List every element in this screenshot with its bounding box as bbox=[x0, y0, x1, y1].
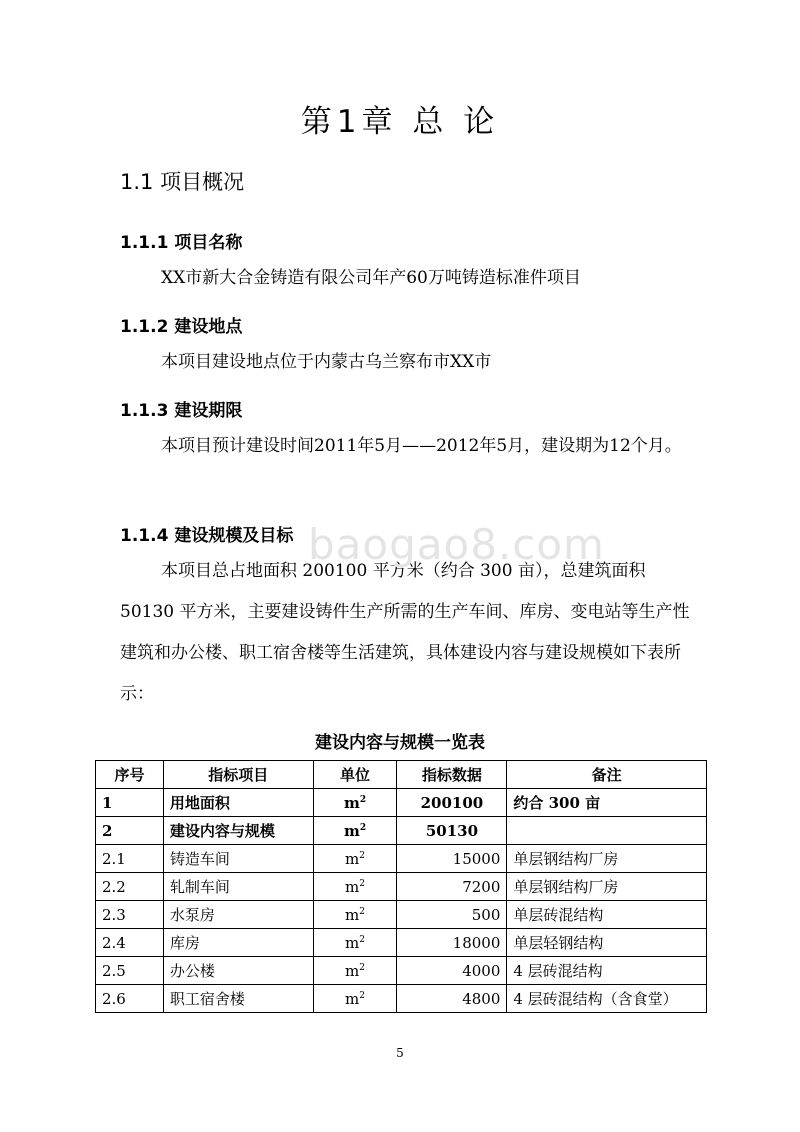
unit-exponent: 2 bbox=[359, 906, 366, 917]
table-row bbox=[96, 929, 707, 957]
row-item: 库房 bbox=[163, 929, 313, 957]
header-note: 备注 bbox=[507, 761, 707, 789]
row-note: 4 层砖混结构 bbox=[507, 957, 707, 985]
row-unit bbox=[313, 929, 397, 957]
watermark: baogao8.com bbox=[308, 520, 605, 569]
unit-base: m bbox=[345, 989, 360, 1008]
subsection-heading-location: 1.1.2 建设地点 bbox=[120, 317, 243, 337]
unit-exponent: 2 bbox=[359, 990, 366, 1001]
row-item: 铸造车间 bbox=[163, 845, 313, 873]
table-row bbox=[96, 845, 707, 873]
project-scale-text: 本项目总占地面积 200100 平方米（约合 300 亩），总建筑面积 50130 平方米，主要建设铸件生产所需的生产车间、库房、变电站等生产性建筑和办公楼、职工宿舍楼等生活建筑，具体建设内容与建设规模如下表所示： bbox=[120, 561, 690, 704]
row-note bbox=[507, 817, 707, 845]
section-heading: 1.1 项目概况 bbox=[120, 170, 245, 194]
unit-base: m bbox=[343, 793, 360, 812]
row-item: 建设内容与规模 bbox=[163, 817, 313, 845]
subsection-heading-period: 1.1.3 建设期限 bbox=[120, 401, 243, 421]
table-row bbox=[96, 817, 707, 845]
row-unit bbox=[313, 873, 397, 901]
table-row bbox=[96, 901, 707, 929]
row-note: 约合 300 亩 bbox=[507, 789, 707, 817]
row-no: 2.6 bbox=[96, 985, 164, 1013]
unit-base: m bbox=[345, 877, 360, 896]
unit-exponent: 2 bbox=[359, 794, 367, 805]
row-value: 500 bbox=[397, 901, 507, 929]
row-unit bbox=[313, 985, 397, 1013]
subsection-heading-scale: 1.1.4 建设规模及目标 bbox=[120, 526, 294, 546]
row-no: 2.4 bbox=[96, 929, 164, 957]
unit-base: m bbox=[345, 933, 360, 952]
unit-exponent: 2 bbox=[359, 878, 366, 889]
project-location-text: 本项目建设地点位于内蒙古乌兰察布市XX市 bbox=[161, 352, 492, 372]
page-number: 5 bbox=[396, 1046, 404, 1060]
unit-base: m bbox=[343, 821, 360, 840]
row-note: 4 层砖混结构（含食堂） bbox=[507, 985, 707, 1013]
project-name-text: XX市新大合金铸造有限公司年产60万吨铸造标准件项目 bbox=[161, 268, 581, 288]
row-value: 4800 bbox=[397, 985, 507, 1013]
row-unit bbox=[313, 789, 397, 817]
row-no: 2.3 bbox=[96, 901, 164, 929]
unit-exponent: 2 bbox=[359, 934, 366, 945]
row-value: 18000 bbox=[397, 929, 507, 957]
row-note: 单层钢结构厂房 bbox=[507, 873, 707, 901]
row-note: 单层砖混结构 bbox=[507, 901, 707, 929]
row-item: 办公楼 bbox=[163, 957, 313, 985]
unit-base: m bbox=[345, 905, 360, 924]
row-item: 水泵房 bbox=[163, 901, 313, 929]
table-row bbox=[96, 789, 707, 817]
table-title: 建设内容与规模一览表 bbox=[315, 733, 485, 753]
header-unit: 单位 bbox=[313, 761, 397, 789]
row-value: 50130 bbox=[397, 817, 507, 845]
row-unit bbox=[313, 957, 397, 985]
row-no: 1 bbox=[96, 789, 164, 817]
header-value: 指标数据 bbox=[397, 761, 507, 789]
row-no: 2 bbox=[96, 817, 164, 845]
header-item: 指标项目 bbox=[163, 761, 313, 789]
row-no: 2.1 bbox=[96, 845, 164, 873]
row-value: 200100 bbox=[397, 789, 507, 817]
row-item: 用地面积 bbox=[163, 789, 313, 817]
subsection-heading-name: 1.1.1 项目名称 bbox=[120, 233, 243, 253]
chapter-title: 第1章 总 论 bbox=[300, 104, 500, 140]
row-value: 15000 bbox=[397, 845, 507, 873]
construction-scale-table bbox=[95, 760, 707, 1013]
row-value: 4000 bbox=[397, 957, 507, 985]
table-header-row bbox=[96, 761, 707, 789]
row-no: 2.5 bbox=[96, 957, 164, 985]
row-unit bbox=[313, 845, 397, 873]
project-period-text: 本项目预计建设时间2011年5月——2012年5月，建设期为12个月。 bbox=[161, 436, 682, 456]
header-no: 序号 bbox=[96, 761, 164, 789]
unit-exponent: 2 bbox=[359, 962, 366, 973]
row-note: 单层钢结构厂房 bbox=[507, 845, 707, 873]
row-note: 单层轻钢结构 bbox=[507, 929, 707, 957]
row-unit bbox=[313, 817, 397, 845]
row-value: 7200 bbox=[397, 873, 507, 901]
table-row bbox=[96, 957, 707, 985]
row-item: 轧制车间 bbox=[163, 873, 313, 901]
unit-base: m bbox=[345, 961, 360, 980]
unit-exponent: 2 bbox=[359, 822, 367, 833]
unit-base: m bbox=[345, 849, 360, 868]
row-unit bbox=[313, 901, 397, 929]
table-row bbox=[96, 873, 707, 901]
unit-exponent: 2 bbox=[359, 850, 366, 861]
table-row bbox=[96, 985, 707, 1013]
row-no: 2.2 bbox=[96, 873, 164, 901]
row-item: 职工宿舍楼 bbox=[163, 985, 313, 1013]
